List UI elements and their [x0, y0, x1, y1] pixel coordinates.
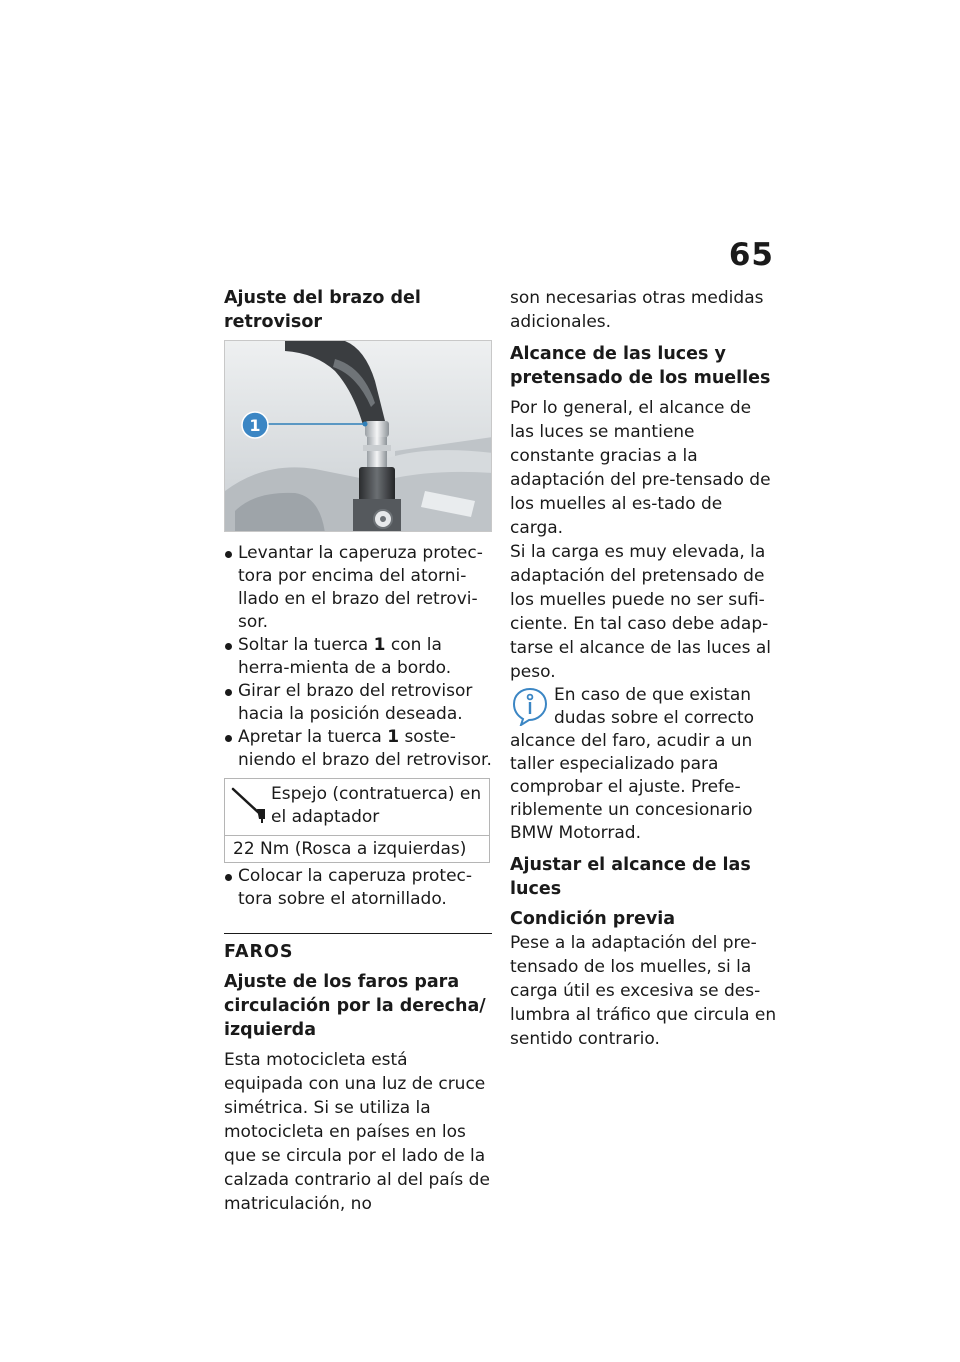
torque-spec-header [225, 779, 489, 835]
step-5-text: Colocar la caperuza protec-tora sobre el atornillado. [238, 866, 473, 909]
step-2-ref: 1 [373, 635, 386, 655]
precondition-heading: Condición previa [510, 909, 676, 929]
step-2 [224, 634, 492, 680]
continuation-paragraph: son necesarias otras medidas adicionales. [510, 288, 764, 332]
step-1-text: Levantar la caperuza protec-tora por encima del atorni-llado en el brazo del retrovi-sor. [238, 543, 483, 632]
torque-wrench-icon [229, 783, 271, 823]
headlight-adjust-paragraph: Esta motocicleta está equipada con una luz de cruce simétrica. Si se utiliza la motocicleta en países en los que se circula por el lado de la calzada contrario al del país de matriculación, no [224, 1050, 490, 1214]
beam-range-heading: Alcance de las luces y pretensado de los muelles [510, 344, 771, 388]
section-title-faros: FAROS [224, 942, 294, 962]
step-4-text-b: soste-niendo el brazo del retrovisor. [238, 727, 492, 770]
step-2-text-b: con la herra-mienta de a bordo. [238, 635, 452, 678]
torque-spec-label: Espejo (contratuerca) en el adaptador [271, 784, 482, 827]
mirror-arm-figure [224, 340, 492, 532]
step-4-ref: 1 [387, 727, 400, 747]
step-1 [224, 542, 492, 634]
step-3 [224, 680, 492, 726]
mirror-arm-heading: Ajuste del brazo del retrovisor [224, 288, 421, 332]
mirror-steps-list [224, 542, 492, 772]
section-divider [224, 933, 492, 934]
beam-range-paragraph-1: Por lo general, el alcance de las luces se mantiene constante gracias a la adaptación del pre-tensado de los muelles al es-tado de carga. [510, 398, 771, 538]
step-3-text: Girar el brazo del retrovisor hacia la posición deseada. [238, 681, 473, 724]
info-icon [510, 686, 550, 726]
mirror-arm-illustration [225, 341, 492, 532]
mirror-final-step-list [224, 865, 492, 911]
step-2-text-a: Soltar la tuerca [238, 635, 374, 655]
callout-1: 1 [249, 416, 261, 435]
precondition-paragraph: Pese a la adaptación del pre-tensado de los muelles, si la carga útil es excesiva se des-lumbra al tráfico que circula en sentido contrario. [510, 933, 777, 1049]
torque-spec-box [224, 778, 490, 863]
torque-spec-value: 22 Nm (Rosca a izquierdas) [225, 835, 489, 862]
step-4 [224, 726, 492, 772]
page-number: 65 [728, 237, 774, 273]
adjust-beam-heading: Ajustar el alcance de las luces [510, 855, 751, 899]
left-column [224, 286, 492, 1216]
info-note-text: En caso de que existan dudas sobre el correcto alcance del faro, acudir a un taller especializado para comprobar el ajuste. Prefe-riblemente un concesionario BMW Motorrad. [510, 685, 755, 843]
beam-range-paragraph-2: Si la carga es muy elevada, la adaptación del pretensado de los muelles puede no ser sufi-ciente. En tal caso debe adap-tarse el alcance de las luces al peso. [510, 542, 772, 682]
info-note [510, 684, 778, 845]
step-5 [224, 865, 492, 911]
right-column [510, 286, 778, 1051]
step-4-text-a: Apretar la tuerca [238, 727, 388, 747]
headlight-adjust-heading: Ajuste de los faros para circulación por la derecha/ izquierda [224, 972, 486, 1040]
